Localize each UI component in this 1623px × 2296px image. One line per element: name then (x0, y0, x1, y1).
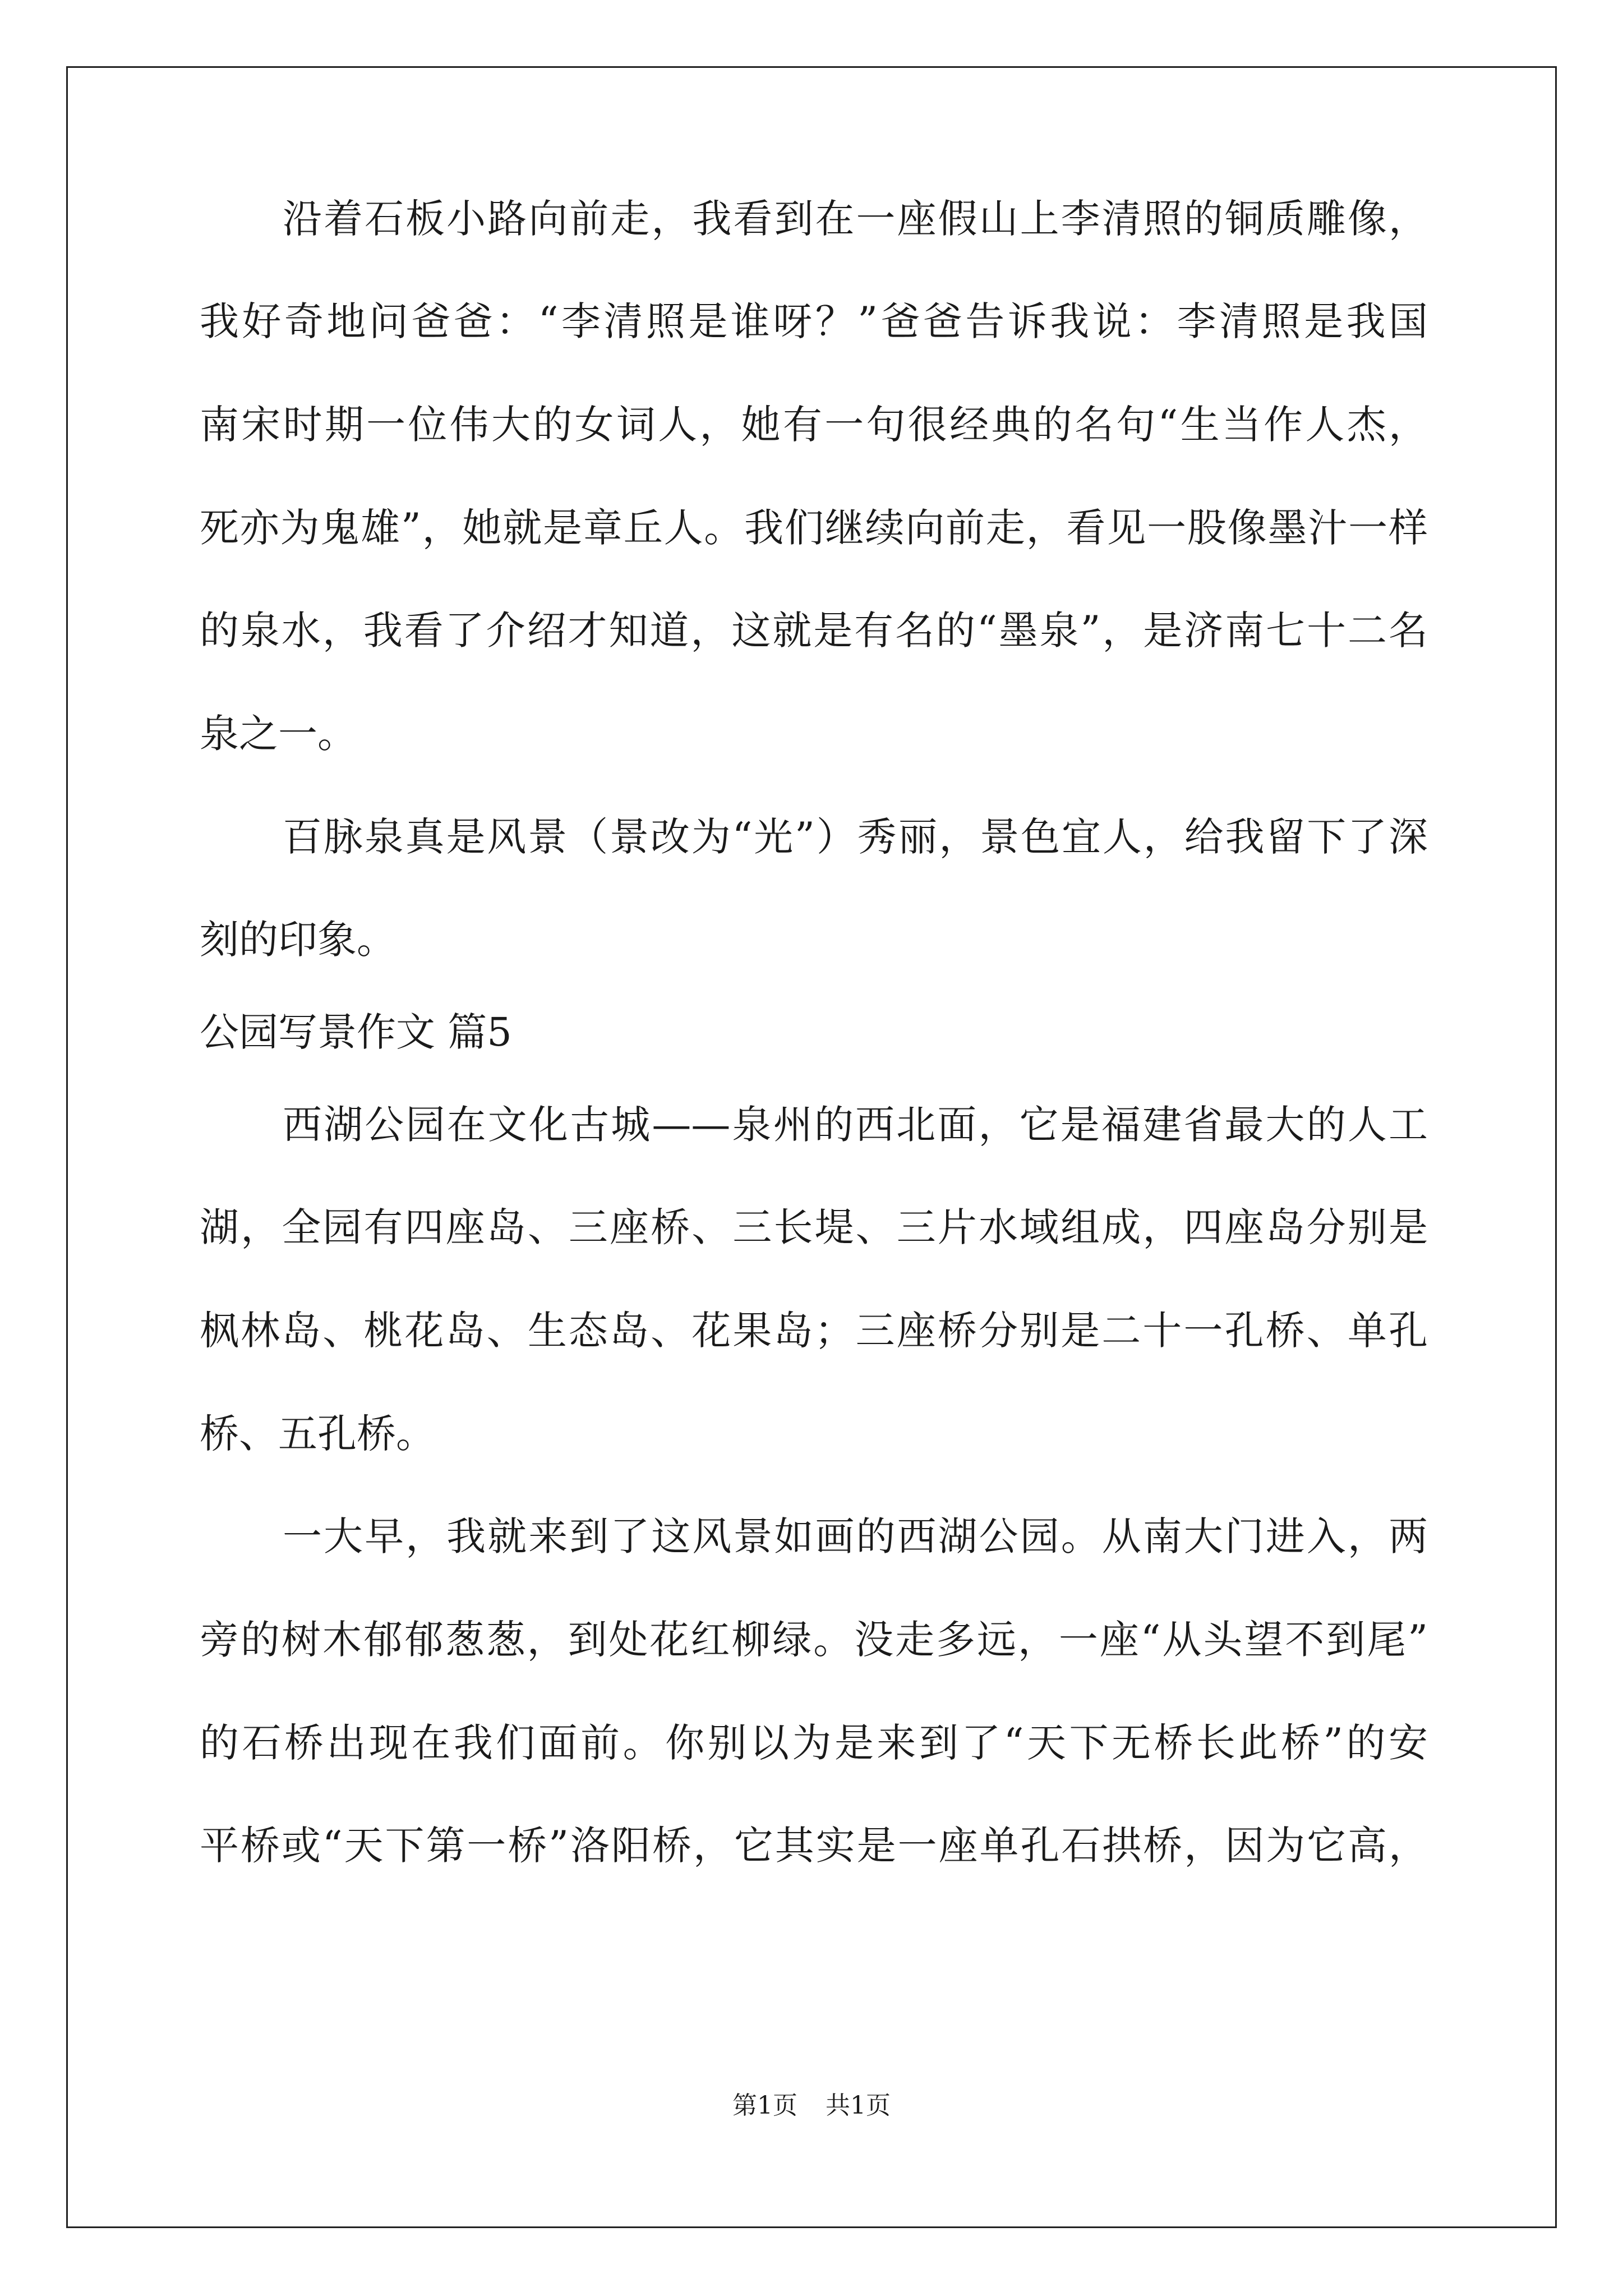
paragraph-line: 我好奇地问爸爸：“李清照是谁呀？”爸爸告诉我说：李清照是我国 (200, 298, 1428, 344)
section-heading: 公园写景作文 篇5 (200, 1009, 512, 1055)
paragraph-line: 西湖公园在文化古城——泉州的西北面，它是福建省最大的人工 (283, 1102, 1428, 1148)
paragraph-line: 的石桥出现在我们面前。你别以为是来到了“天下无桥长此桥”的安 (200, 1720, 1428, 1766)
paragraph-line: 桥、五孔桥。 (200, 1411, 435, 1457)
paragraph-line: 百脉泉真是风景（景改为“光”）秀丽，景色宜人，给我留下了深 (283, 814, 1428, 860)
paragraph-line: 湖，全园有四座岛、三座桥、三长堤、三片水域组成，四座岛分别是 (200, 1204, 1428, 1250)
paragraph-line: 南宋时期一位伟大的女词人，她有一句很经典的名句“生当作人杰， (200, 402, 1428, 448)
paragraph-line: 刻的印象。 (200, 917, 396, 963)
paragraph-line: 一大早，我就来到了这风景如画的西湖公园。从南大门进入，两 (283, 1513, 1428, 1559)
paragraph-line: 枫林岛、桃花岛、生态岛、花果岛；三座桥分别是二十一孔桥、单孔 (200, 1308, 1428, 1354)
paragraph-line: 的泉水，我看了介绍才知道，这就是有名的“墨泉”，是济南七十二名 (200, 608, 1428, 654)
page-footer (0, 2089, 1623, 2123)
page-number: 第1页 (732, 2091, 797, 2120)
paragraph-line: 平桥或“天下第一桥”洛阳桥，它其实是一座单孔石拱桥，因为它高， (200, 1823, 1428, 1869)
page-total: 共1页 (826, 2091, 891, 2120)
paragraph-line: 旁的树木郁郁葱葱，到处花红柳绿。没走多远，一座“从头望不到尾” (200, 1617, 1428, 1663)
paragraph-line: 沿着石板小路向前走，我看到在一座假山上李清照的铜质雕像， (283, 196, 1428, 242)
paragraph-line: 死亦为鬼雄”，她就是章丘人。我们继续向前走，看见一股像墨汁一样 (200, 505, 1428, 551)
paragraph-line: 泉之一。 (200, 711, 357, 757)
